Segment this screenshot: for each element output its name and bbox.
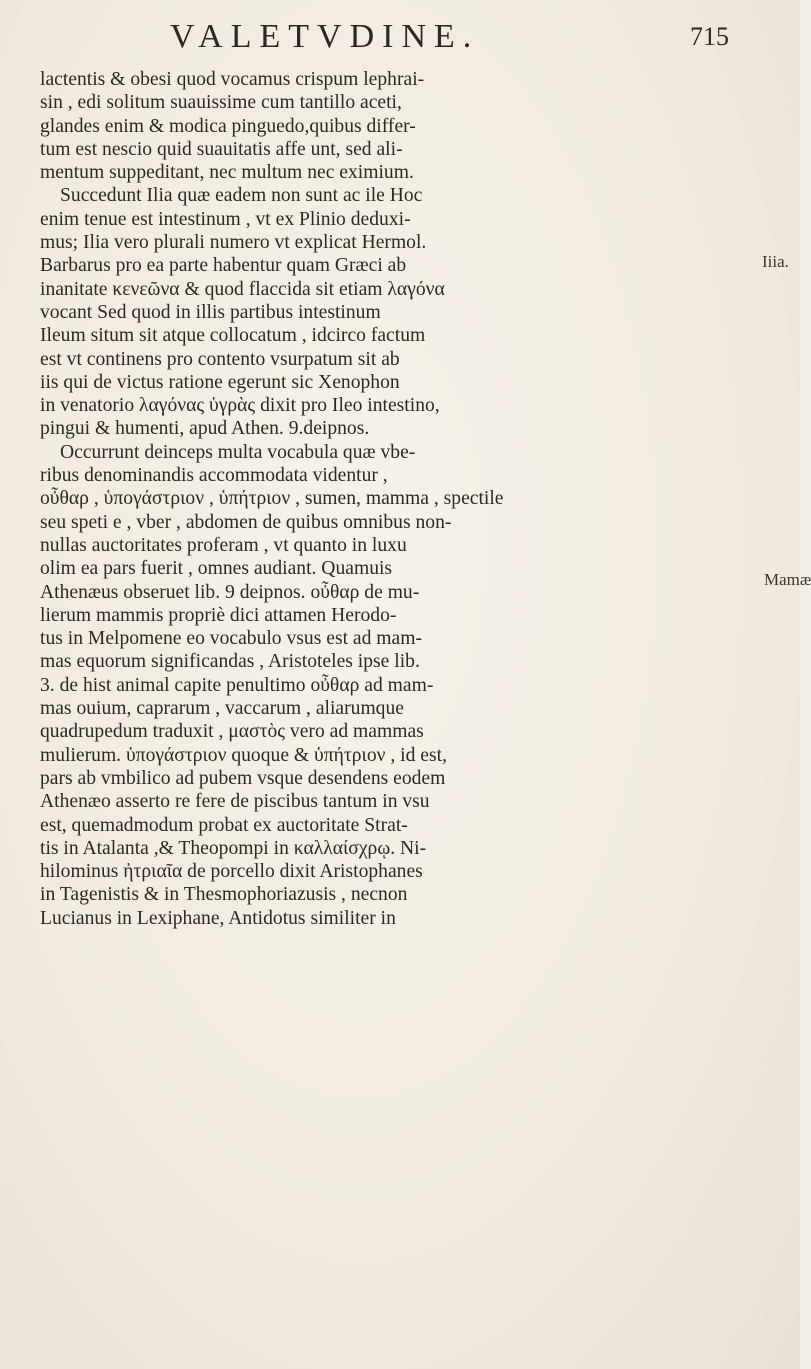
text-line: mulierum. ὑπογάστριον quoque & ὑπήτριον , id est, xyxy=(40,744,447,766)
text-line: seu speti e , vber , abdomen de quibus omnibus non- xyxy=(40,511,452,533)
page-header xyxy=(0,18,800,62)
text-line: Athenæo asserto re fere de piscibus tantum in vsu xyxy=(40,791,430,813)
text-line: pingui & humenti, apud Athen. 9.deipnos. xyxy=(40,418,370,440)
margin-note-mamae: Mamæ xyxy=(764,570,811,589)
text-line: mas ouium, caprarum , vaccarum , aliarumque xyxy=(40,698,404,720)
text-line: nullas auctoritates proferam , vt quanto in luxu xyxy=(40,534,407,556)
text-line: lactentis & obesi quod vocamus crispum lephrai- xyxy=(40,69,425,90)
text-line: tum est nescio quid suauitatis affe unt, sed ali- xyxy=(40,138,403,160)
text-line: Ileum situm sit atque collocatum , idcirco factum xyxy=(40,325,426,347)
text-line: est, quemadmodum probat ex auctoritate Strat- xyxy=(40,814,408,836)
text-line: Occurrunt deinceps multa vocabula quæ vbe- xyxy=(60,441,416,463)
text-line: mentum suppeditant, nec multum nec eximium. xyxy=(40,162,414,184)
text-line: ribus denominandis accommodata videntur , xyxy=(40,465,388,487)
text-line: lierum mammis propriè dici attamen Herodo- xyxy=(40,604,397,626)
text-line: mas equorum significandas , Aristoteles ipse lib. xyxy=(40,651,420,673)
text-line: in venatorio λαγόνας ὑγρὰς dixit pro Ileo intestino, xyxy=(40,395,440,417)
text-line: enim tenue est intestinum , vt ex Plinio deduxi- xyxy=(40,208,411,230)
text-line: Athenæus obseruet lib. 9 deipnos. οὖθαρ de mu- xyxy=(40,581,420,603)
text-line: tis in Atalanta ,& Theopompi in καλλαίσχρῳ. Ni- xyxy=(40,837,427,859)
text-line: Barbarus pro ea parte habentur quam Græci ab xyxy=(40,255,407,277)
text-line: vocant Sed quod in illis partibus intestinum xyxy=(40,301,381,323)
page-number: 715 xyxy=(690,22,729,51)
running-head: VALETVDINE. xyxy=(170,18,480,55)
main-text xyxy=(40,68,760,930)
text-line: olim ea pars fuerit , omnes audiant. Quamuis xyxy=(40,558,393,580)
text-line: οὖθαρ , ὑπογάστριον , ὑπήτριον , sumen, mamma , spectile xyxy=(40,488,504,510)
text-line: sin , edi solitum suauissime cum tantillo aceti, xyxy=(40,92,402,114)
text-line: iis qui de victus ratione egerunt sic Xenophon xyxy=(40,371,400,393)
text-line: pars ab vmbilico ad pubem vsque desendens eodem xyxy=(40,767,446,789)
text-line: mus; Ilia vero plurali numero vt explicat Hermol. xyxy=(40,232,427,254)
text-line: tus in Melpomene eo vocabulo vsus est ad mam- xyxy=(40,628,423,650)
text-line: inanitate κενεῶνα & quod flaccida sit etiam λαγόνα xyxy=(40,278,445,300)
text-line: quadrupedum traduxit , μαστὸς vero ad mammas xyxy=(40,721,424,743)
margin-note-ilia: Iiia. xyxy=(762,252,789,271)
text-line: 3. de hist animal capite penultimo οὖθαρ ad mam- xyxy=(40,674,434,696)
text-line: est vt continens pro contento vsurpatum sit ab xyxy=(40,348,400,370)
text-line: Succedunt Ilia quæ eadem non sunt ac ile Hoc xyxy=(60,185,423,207)
text-line: in Tagenistis & in Thesmophoriazusis , necnon xyxy=(40,884,408,906)
text-line: Lucianus in Lexiphane, Antidotus similiter in xyxy=(40,907,396,929)
text-line: glandes enim & modica pinguedo,quibus differ- xyxy=(40,115,416,137)
text-line: hilominus ἠτριαῖα de porcello dixit Aristophanes xyxy=(40,861,423,883)
